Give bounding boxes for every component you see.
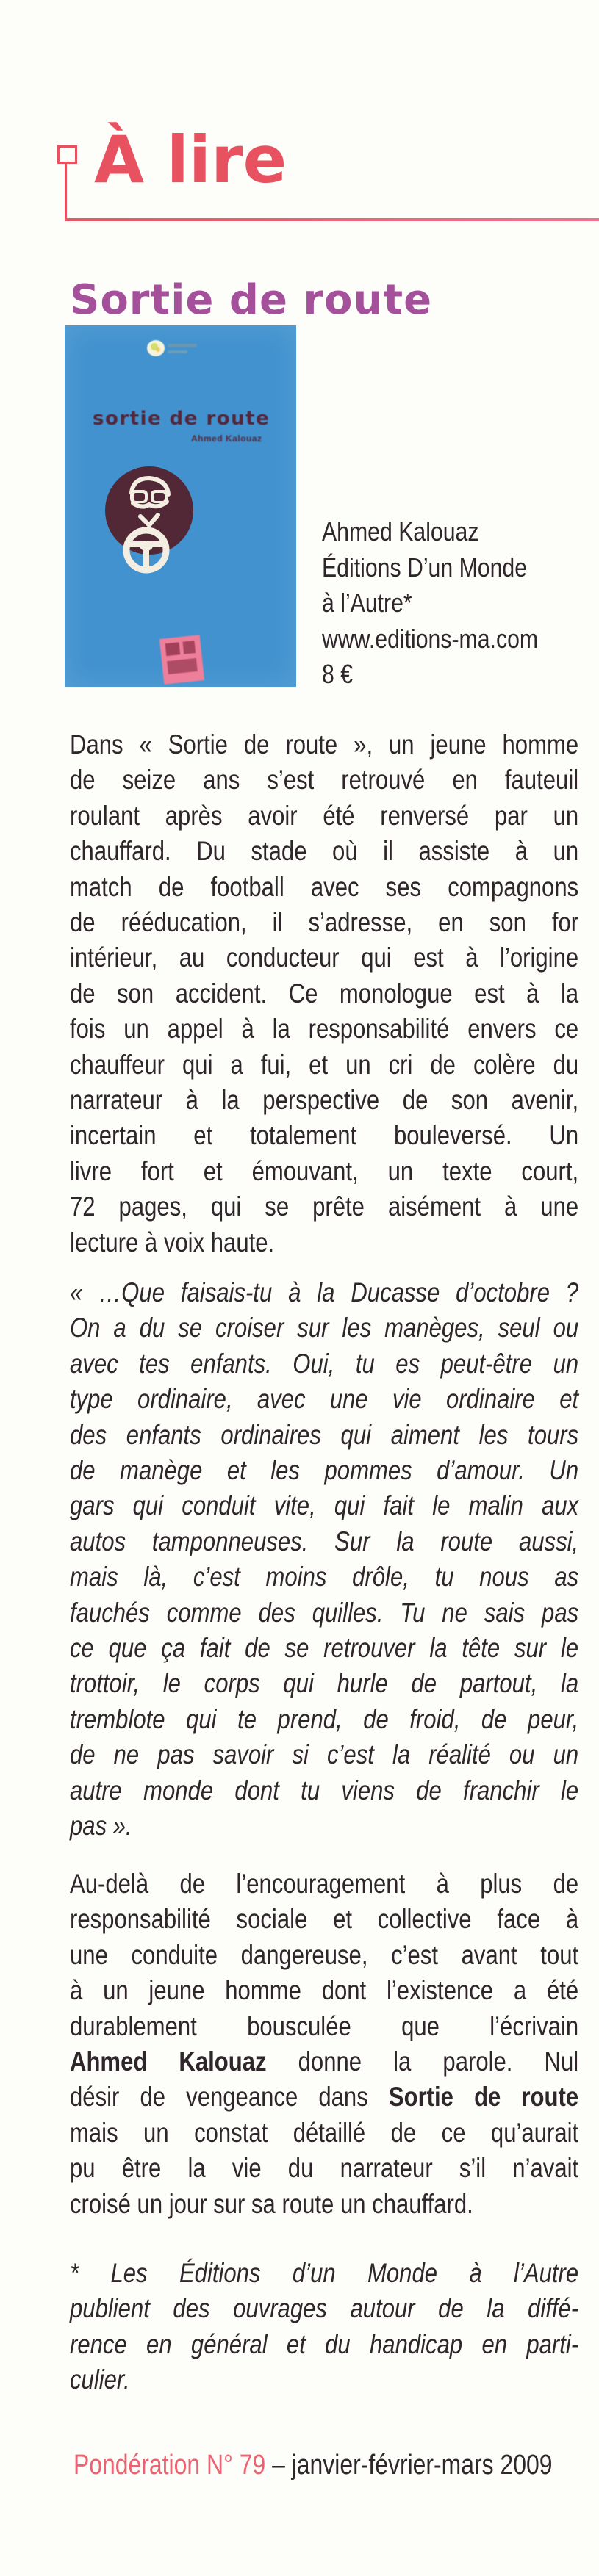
text-line: match de football avec ses compagnons — [70, 871, 579, 902]
article-paragraph-3 — [70, 1866, 578, 2222]
text-line: croisé un jour sur sa route un chauffard. — [70, 2188, 473, 2219]
text-line: responsabilité sociale et collective face à — [70, 1904, 579, 1935]
article-footnote — [70, 2256, 578, 2398]
book-cover-author: Ahmed Kalouaz — [191, 433, 262, 444]
text-line: livre fort et émouvant, un texte court, — [70, 1155, 579, 1186]
page-footer — [73, 2449, 552, 2483]
text-line: tremblote qui te prend, de froid, de peur, — [70, 1703, 579, 1734]
text-line: rence en général et du handicap en parti- — [70, 2328, 579, 2359]
text-line: de rééducation, il s’adresse, en son for — [70, 907, 579, 938]
text-line: autre monde dont tu viens de franchir le — [70, 1775, 579, 1805]
text-line: fauchés comme des quilles. Tu ne sais pas — [70, 1597, 579, 1628]
book-info-line: à l’Autre* — [322, 588, 412, 618]
book-info-line: www.editions-ma.com — [322, 623, 539, 654]
text-line: mais un constat détaillé de ce qu’aurait — [70, 2117, 579, 2148]
text-line: ce que ça fait de se retrouver la tête sur le — [70, 1633, 579, 1664]
book-info-line: 8 € — [322, 659, 354, 689]
text-line: chauffard. Du stade où il assiste à un — [70, 836, 579, 867]
text-line: mais là, c’est moins drôle, tu nous as — [70, 1562, 579, 1592]
text-line: * Les Éditions d’un Monde à l’Autre — [70, 2258, 579, 2288]
article-quote-paragraph — [70, 1275, 578, 1844]
article-title: Sortie de route — [70, 276, 433, 324]
text-line: pas ». — [70, 1811, 132, 1841]
section-marker-square — [57, 145, 77, 164]
text-line: lecture à voix haute. — [70, 1227, 275, 1258]
section-title: À lire — [94, 122, 287, 198]
book-info-line: Ahmed Kalouaz — [322, 516, 479, 546]
text-line: avec tes enfants. Oui, tu es peut-être un — [70, 1348, 579, 1379]
text-line: type ordinaire, avec une vie ordinaire et — [70, 1384, 579, 1415]
article-paragraph-1 — [70, 727, 578, 1260]
stamp-mark — [182, 641, 196, 654]
text-line: à un jeune homme dont l’existence a été — [70, 1975, 579, 2006]
text-line: de manège et les pommes d’amour. Un — [70, 1455, 579, 1486]
publisher-logo-icon — [146, 337, 212, 359]
face-steering-wheel-illustration — [104, 462, 195, 574]
text-line: 72 pages, qui se prête aisément à une — [70, 1191, 579, 1222]
text-line: culier. — [70, 2364, 130, 2395]
text-line: de seize ans s’est retrouvé en fauteuil — [70, 765, 579, 795]
stamp-mark — [165, 642, 181, 656]
text-line: On a du se croiser sur les manèges, seul ou — [70, 1313, 579, 1343]
text-line: Au-delà de l’encouragement à plus de — [70, 1869, 579, 1899]
text-line: Dans « Sortie de route », un jeune homme — [70, 729, 579, 760]
journal-name: Pondération N° 79 — [73, 2450, 266, 2481]
text-line: chauffeur qui a fui, et un cri de colère du — [70, 1049, 579, 1080]
price-stamp — [159, 635, 204, 684]
text-line: gars qui conduit vite, qui fait le malin aux — [70, 1490, 579, 1521]
text-line: autos tamponneuses. Sur la route aussi, — [70, 1526, 579, 1556]
issue-date: – janvier-février-mars 2009 — [272, 2450, 553, 2481]
header-rule-vertical — [65, 163, 67, 220]
text-line: incertain et totalement bouleversé. Un — [70, 1120, 579, 1151]
text-line: pu être la vie du narrateur s’il n’avait — [70, 2153, 579, 2184]
text-line: Ahmed Kalouaz donne la parole. Nul — [70, 2046, 579, 2077]
text-line: fois un appel à la responsabilité envers ce — [70, 1014, 579, 1045]
text-line: de son accident. Ce monologue est à la — [70, 978, 579, 1009]
book-info — [322, 514, 538, 693]
book-cover-title: sortie de route — [93, 408, 270, 430]
text-line: une conduite dangereuse, c’est avant tout — [70, 1939, 579, 1970]
text-line: publient des ouvrages autour de la diffé- — [70, 2293, 579, 2324]
text-line: trottoir, le corps qui hurle de partout, la — [70, 1668, 579, 1699]
book-cover-image — [65, 325, 296, 687]
text-line: « …Que faisais-tu à la Ducasse d’octobre ? — [70, 1277, 579, 1307]
text-line: des enfants ordinaires qui aiment les tours — [70, 1419, 579, 1450]
text-line: désir de vengeance dans Sortie de route — [70, 2082, 579, 2113]
text-line: durablement bousculée que l’écrivain — [70, 2010, 579, 2041]
book-info-line: Éditions D’un Monde — [322, 552, 528, 582]
text-line: narrateur à la perspective de son avenir, — [70, 1085, 579, 1116]
stamp-mark — [167, 658, 198, 674]
text-line: roulant après avoir été renversé par un — [70, 800, 579, 831]
text-line: de ne pas savoir si c’est la réalité ou un — [70, 1739, 579, 1770]
text-line: intérieur, au conducteur qui est à l’origine — [70, 942, 579, 973]
header-rule-horizontal — [65, 218, 599, 221]
